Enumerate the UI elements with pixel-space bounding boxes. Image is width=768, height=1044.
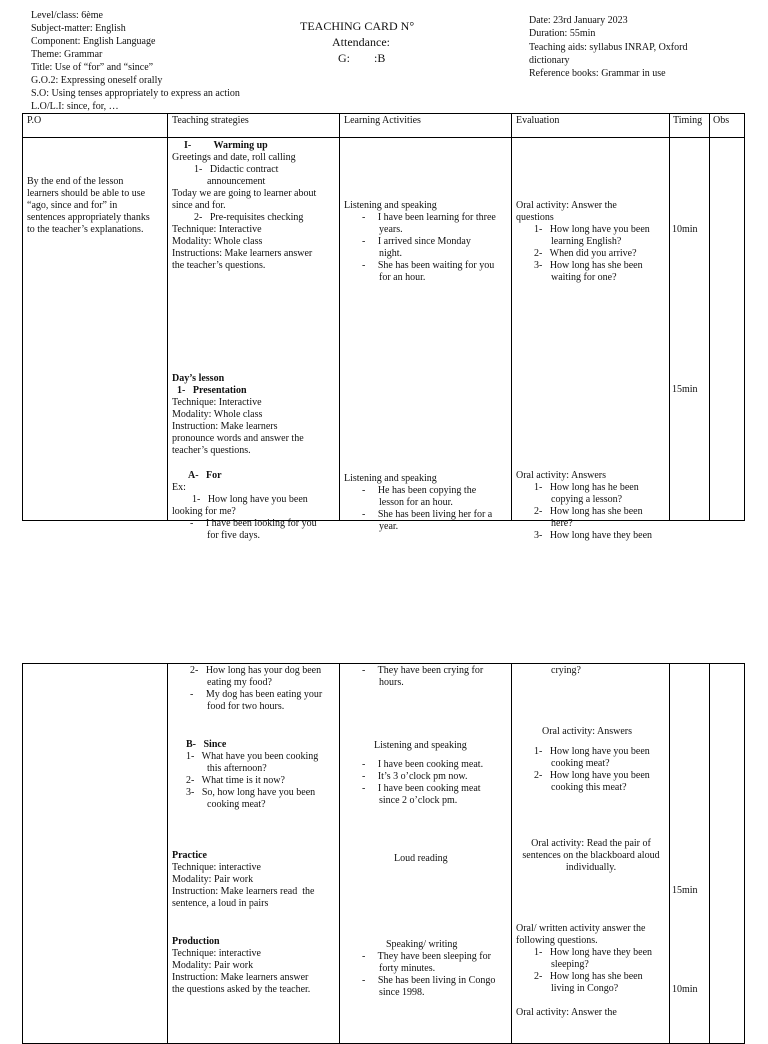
section-since: B- Since	[186, 739, 227, 750]
strategies-cell-page2: 2- How long has your dog been eating my food? - My dog has been eating your food for two hours. B- Since 1- What have you been cooking this afternoon? 2- What time is it now? 3- So, how long have you been cooking meat? Practice Technique: interactive Modality: Pair work Instruction: Make learners read the sentence, a loud in pairs Production Technique: interactive Modality: Pair work Instruction: Make learners answer the questions asked by the teacher.	[168, 664, 340, 1044]
column-header-activities: Learning Activities	[340, 114, 512, 138]
column-header-obs: Obs	[710, 114, 745, 138]
specific-objective: S.O: Using tenses appropriately to express an action	[31, 88, 240, 99]
level-class: Level/class: 6ème	[31, 10, 103, 21]
timing-practice: 15min	[672, 885, 698, 896]
section-for: A- For	[188, 470, 222, 481]
component: Component: English Language	[31, 36, 156, 47]
timing-warmup: 10min	[672, 224, 698, 235]
timing-cell	[670, 138, 710, 521]
po-cell-page2	[23, 664, 168, 1044]
evaluation-cell-page2: crying? Oral activity: Answers 1- How long have you been cooking meat? 2- How long have you been cooking this meat? Oral activity: Read the pair of sentences on the blackboard aloud individually. Oral/ written activity answer the following questions. 1- How long have they been sleeping? 2- How long has she been living in Congo? Oral activity: Answer the	[512, 664, 670, 1044]
learning-objective: L.O/L.I: since, for, …	[31, 101, 119, 112]
timing-production: 10min	[672, 984, 698, 995]
section-practice: Practice	[172, 850, 207, 861]
section-warming-up: I- Warming up	[184, 140, 268, 151]
column-header-strategies: Teaching strategies	[168, 114, 340, 138]
timing-presentation: 15min	[672, 384, 698, 395]
obs-cell-page2	[710, 664, 745, 1044]
teaching-aids-cont: dictionary	[529, 55, 570, 66]
activities-cell-page2: - They have been crying for hours. Listening and speaking - I have been cooking meat. - It’s 3 o’clock pm now. - I have been cooking meat since 2 o’clock pm. Loud reading Speaking/ writing - They have been sleeping for forty minutes. - She has been living in Congo since 1998.	[340, 664, 512, 1044]
date: Date: 23rd January 2023	[529, 15, 628, 26]
lesson-table-page1	[22, 113, 745, 541]
timing-cell-page2	[670, 664, 710, 1044]
general-objective: G.O.2: Expressing oneself orally	[31, 75, 163, 86]
duration: Duration: 55min	[529, 28, 596, 39]
theme: Theme: Grammar	[31, 49, 103, 60]
strategies-cell: I- Warming up Greetings and date, roll calling 1- Didactic contract announcement Today we are going to learner about since and for. 2- Pre-requisites checking Technique: Interactive Modality: Whole class Instructions: Make learners answer the teacher’s questions. Day’s lesson 1- Presentation Technique: Interactive Modality: Whole class Instruction: Make learners pronounce words and answer the teacher’s questions. A- For Ex: 1- How long have you been looking for me? - I have been looking for you for five days.	[168, 138, 340, 521]
section-production: Production	[172, 936, 220, 947]
card-title: TEACHING CARD N°	[300, 19, 415, 33]
lesson-title: Title: Use of “for” and “since”	[31, 62, 154, 73]
column-header-po: P.O	[23, 114, 168, 138]
gender-count: G: :B	[338, 51, 386, 65]
subject-matter: Subject-matter: English	[31, 23, 126, 34]
obs-cell	[710, 138, 745, 521]
attendance-label: Attendance:	[332, 35, 390, 49]
activities-cell: Listening and speaking - I have been learning for three years. - I arrived since Monday night. - She has been waiting for you for an hour. Listening and speaking - He has been copying the lesson for an hour. - She has been living her for a year.	[340, 138, 512, 521]
teaching-aids: Teaching aids: syllabus INRAP, Oxford	[529, 42, 688, 53]
po-text: By the end of the lesson learners should be able to use “ago, since and for” in sentences appropriately thanks to the teacher’s explanations.	[27, 176, 150, 235]
section-days-lesson: Day’s lesson	[172, 373, 225, 384]
po-cell	[23, 138, 168, 521]
evaluation-cell: Oral activity: Answer the questions 1- How long have you been learning English? 2- When did you arrive? 3- How long has she been waiting for one? Oral activity: Answers 1- How long has he been copying a lesson? 2- How long has she been here? 3- How long have they been	[512, 138, 670, 521]
column-header-evaluation: Evaluation	[512, 114, 670, 138]
reference-books: Reference books: Grammar in use	[529, 68, 666, 79]
header-center	[300, 18, 440, 66]
lesson-table-page2	[22, 663, 745, 1044]
column-header-timing: Timing	[670, 114, 710, 138]
